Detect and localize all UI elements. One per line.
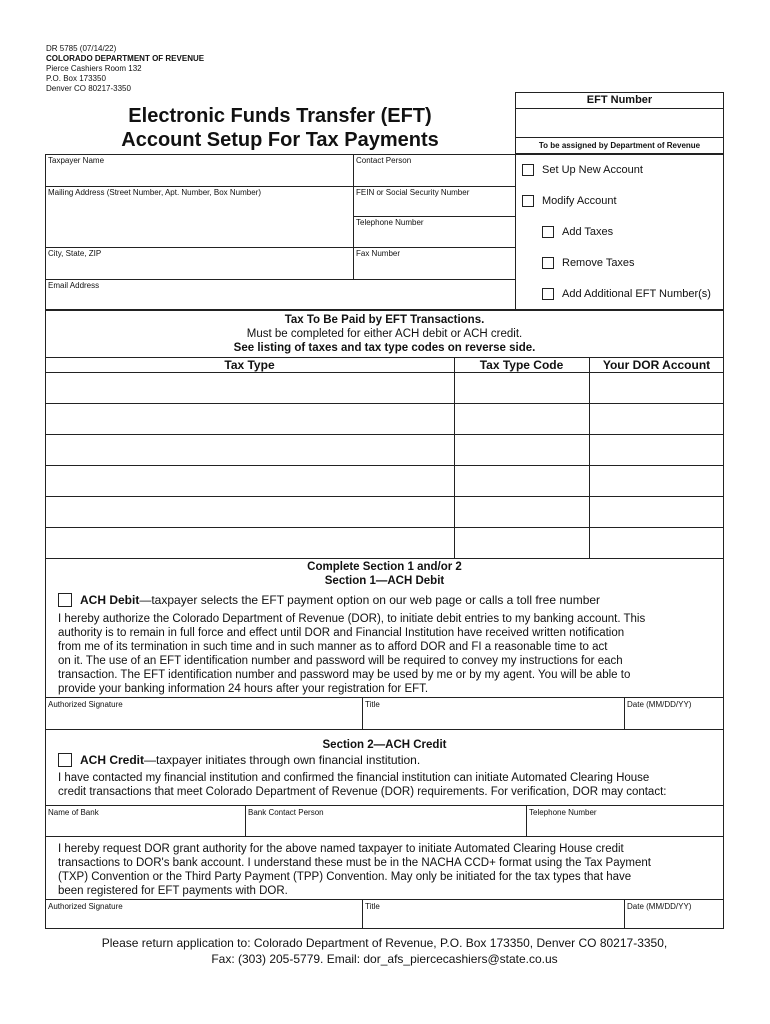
s1-signature-label: Authorized Signature [48,700,123,709]
contact-person-field[interactable] [353,154,515,186]
add-eft-checkbox[interactable] [542,288,554,300]
section1-authorization [58,612,722,696]
bank-phone-field[interactable] [526,806,724,836]
col-dor-account: Your DOR Account [602,358,711,372]
s2-line-1: I have contacted my financial institution and confirmed the financial institution can initiate Automated Clearing House [58,772,650,784]
bank-contact-field[interactable] [245,806,526,836]
section2-confirmation [58,771,722,799]
s2-req-line-4: been registered for EFT payments with DOR. [58,885,288,897]
col-tax-type-code: Tax Type Code [479,358,564,372]
s2-signature-label: Authorized Signature [48,902,123,911]
telephone-label: Telephone Number [356,218,424,227]
s2-line-2: credit transactions that meet Colorado Department of Revenue (DOR) requirements. For verification, DOR may contact: [58,786,667,798]
title-line-1: Electronic Funds Transfer (EFT) [128,105,432,127]
department-name: COLORADO DEPARTMENT OF REVENUE [46,54,205,63]
option-add-taxes[interactable] [542,226,613,238]
ach-debit-label: ACH Debit [80,593,140,607]
s1-line-3: from me of its termination in such time and in such manner as to afford DOR and FI a reasonable time to act [58,641,608,653]
ach-debit-checkbox[interactable] [58,593,72,607]
option-modify[interactable] [522,195,617,207]
s2-title-field[interactable] [362,900,624,929]
email-field[interactable] [45,279,515,310]
add-eft-label: Add Additional EFT Number(s) [562,288,711,300]
s1-line-1: I hereby authorize the Colorado Department of Revenue (DOR), to initiate debit entries to my banking account. This [58,613,646,625]
s2-req-line-3: (TXP) Convention or the Third Party Payment (TPP) Convention. May only be initiated for the tax types that have [58,871,632,883]
mailing-address-label: Mailing Address (Street Number, Apt. Number, Box Number) [48,188,261,197]
remove-taxes-checkbox[interactable] [542,257,554,269]
modify-label: Modify Account [542,195,617,207]
s1-line-5: transaction. The EFT identification number and password may be used by me or by my agent. You will be able to [58,669,631,681]
tax-section-header [45,313,724,355]
bank-name-field[interactable] [45,806,245,836]
option-add-eft[interactable] [542,288,711,300]
s2-date-label: Date (MM/DD/YY) [627,902,692,911]
city-line: Denver CO 80217-3350 [46,84,131,93]
form-header [46,44,204,94]
eft-number-box [515,92,724,154]
setup-label: Set Up New Account [542,164,643,176]
ach-debit-option[interactable] [58,593,600,607]
city-state-zip-field[interactable] [45,247,353,279]
modify-checkbox[interactable] [522,195,534,207]
s2-title-label: Title [365,902,380,911]
eft-number-label: EFT Number [516,93,723,109]
s1-title-field[interactable] [362,698,624,729]
s1-line-6: provide your banking information 24 hours after your registration for EFT. [58,683,429,695]
footer-line-1: Please return application to: Colorado Department of Revenue, P.O. Box 173350, Denver CO 80217-3350, [101,936,668,950]
ach-credit-checkbox[interactable] [58,753,72,767]
ach-credit-label: ACH Credit [80,753,145,767]
mailing-address-field[interactable] [45,186,353,247]
s1-line-2: authority is to remain in full force and effect until DOR and Financial Institution have received written notification [58,627,625,639]
complete-sections-note [45,560,724,588]
form-id: DR 5785 (07/14/22) [46,44,117,53]
bank-phone-label: Telephone Number [529,808,597,817]
s1-title-label: Title [365,700,380,709]
ach-debit-desc: —taxpayer selects the EFT payment option on our web page or calls a toll free number [139,593,601,607]
s2-signature-field[interactable] [45,900,362,929]
setup-checkbox[interactable] [522,164,534,176]
remove-taxes-label: Remove Taxes [562,257,635,269]
complete-note: Complete Section 1 and/or 2 [307,561,462,573]
ach-credit-desc: —taxpayer initiates through own financial institution. [144,753,421,767]
city-state-zip-label: City, State, ZIP [48,249,102,258]
form-title [80,104,480,152]
col-tax-type: Tax Type [224,358,275,372]
fax-label: Fax Number [356,249,401,258]
telephone-field[interactable] [353,216,515,247]
contact-person-label: Contact Person [356,156,412,165]
section2-request [58,842,722,898]
s2-req-line-1: I hereby request DOR grant authority for the above named taxpayer to initiate Automated Clearing House credit [58,843,624,855]
eft-number-field[interactable] [516,109,723,137]
section2-heading: Section 2—ACH Credit [322,739,447,751]
tax-section-line2: Must be completed for either ACH debit or ACH credit. [246,328,523,340]
tax-table-body[interactable] [45,373,724,558]
room-line: Pierce Cashiers Room 132 [46,64,142,73]
add-taxes-checkbox[interactable] [542,226,554,238]
fein-label: FEIN or Social Security Number [356,188,470,197]
taxpayer-name-label: Taxpayer Name [48,156,105,165]
section1-heading: Section 1—ACH Debit [324,575,445,587]
ach-credit-option[interactable] [58,753,420,767]
s2-date-field[interactable] [624,900,724,929]
eft-number-note: To be assigned by Department of Revenue [516,137,723,153]
s1-signature-field[interactable] [45,698,362,729]
option-setup[interactable] [522,164,643,176]
s1-date-label: Date (MM/DD/YY) [627,700,692,709]
bank-name-label: Name of Bank [48,808,99,817]
tax-section-heading: Tax To Be Paid by EFT Transactions. [284,314,485,326]
po-box-line: P.O. Box 173350 [46,74,106,83]
footer-line-2: Fax: (303) 205-5779. Email: dor_afs_piercecashiers@state.co.us [211,952,558,966]
fein-field[interactable] [353,186,515,216]
fax-field[interactable] [353,247,515,279]
footer [45,935,724,967]
s1-line-4: on it. The use of an EFT identification number and password will be required to convey my instructions for each [58,655,623,667]
option-remove-taxes[interactable] [542,257,635,269]
s1-date-field[interactable] [624,698,724,729]
s2-req-line-2: transactions to DOR's bank account. I understand these must be in the NACHA CCD+ format using the Tax Payment [58,857,651,869]
add-taxes-label: Add Taxes [562,226,614,238]
bank-contact-label: Bank Contact Person [248,808,324,817]
email-label: Email Address [48,281,100,290]
title-line-2: Account Setup For Tax Payments [121,129,439,151]
tax-section-line3: See listing of taxes and tax type codes on reverse side. [233,342,536,354]
taxpayer-name-field[interactable] [45,154,353,186]
